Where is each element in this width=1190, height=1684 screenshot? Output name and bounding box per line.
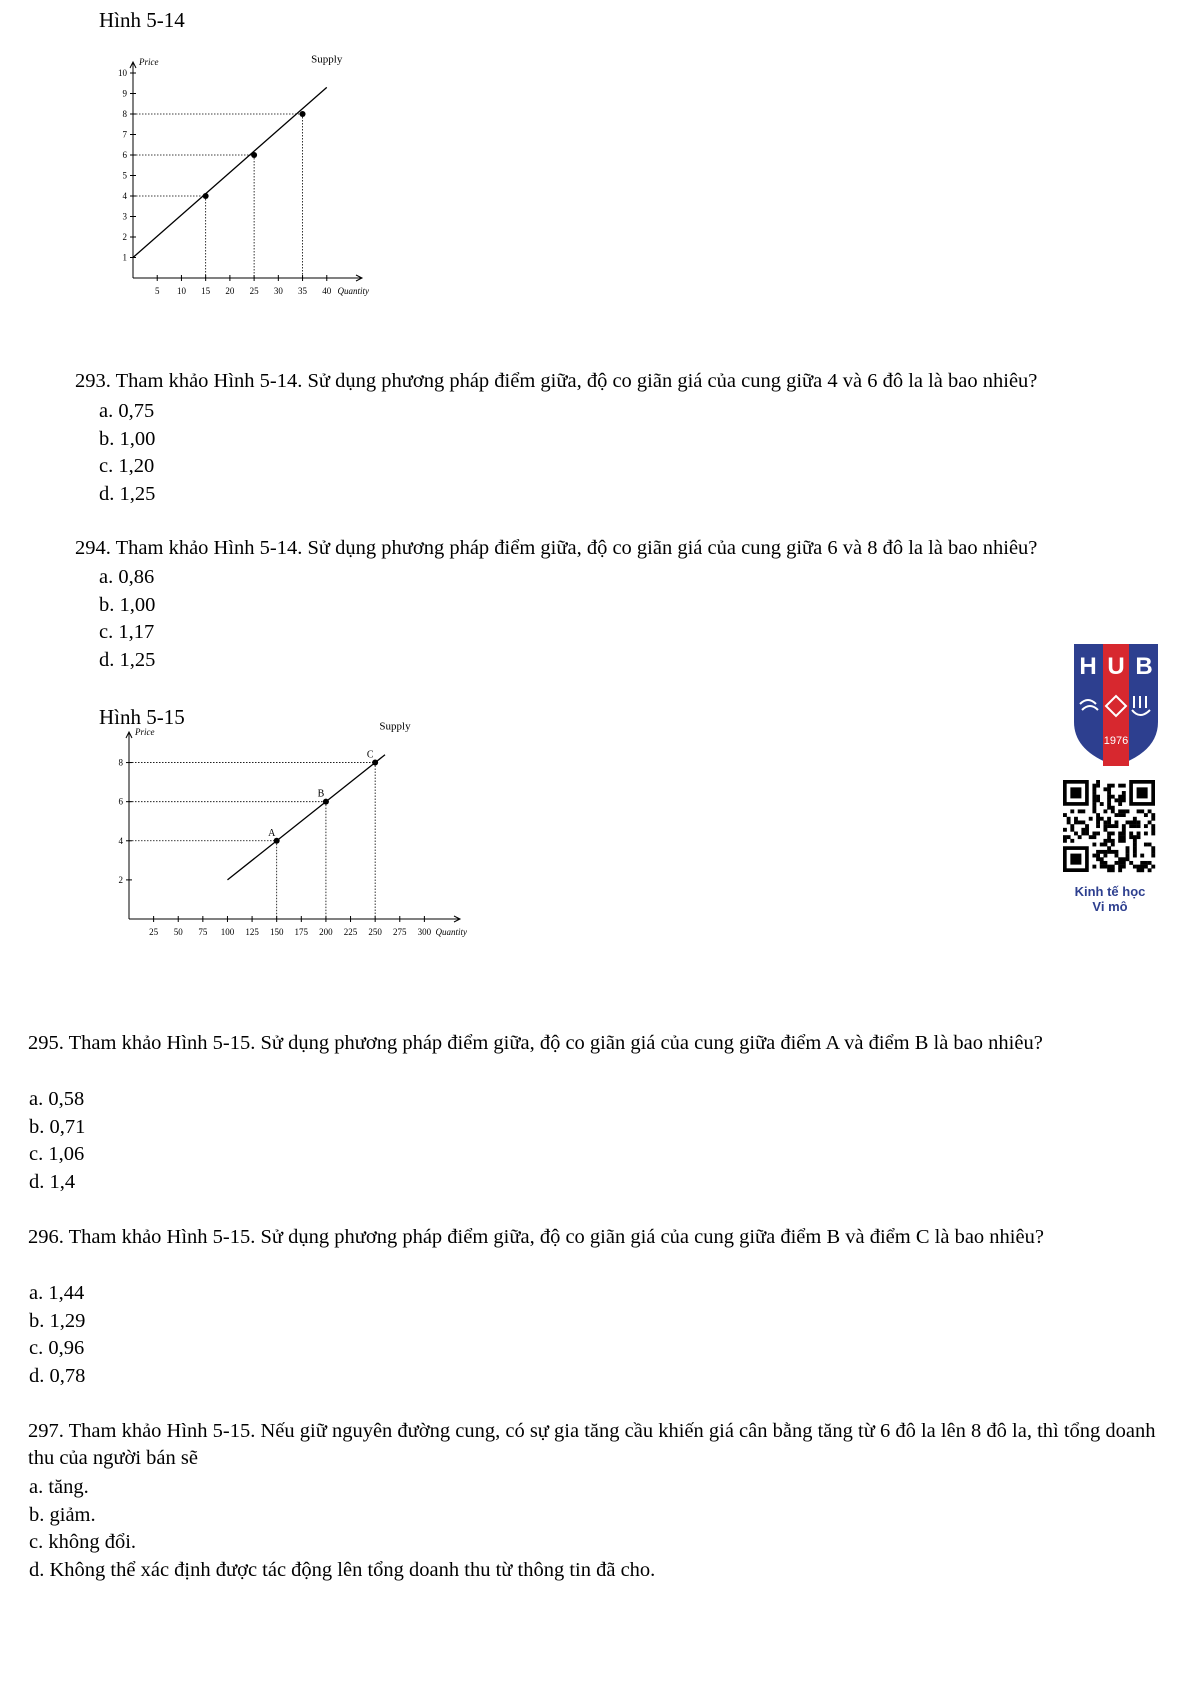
qr-module [1140,809,1144,813]
options-295 [29,1086,85,1196]
options-297 [29,1474,655,1584]
qr-module [1107,820,1111,824]
qr-module [1111,809,1115,813]
qr-module [1107,835,1111,839]
qr-module [1151,817,1155,821]
y-tick-label: 5 [122,170,127,181]
qr-module [1115,850,1119,854]
qr-module [1107,850,1111,854]
question-297: 297. Tham khảo Hình 5-15. Nếu giữ nguyên đường cung, có sự gia tăng cầu khiến giá cân bằng tăng từ 6 đô la lên 8 đô la, thì tổng doanh thu của người bán sẽ [28,1420,1156,1469]
y-tick-label: 8 [122,109,127,119]
qr-module [1122,839,1126,843]
logo-letter-b: B [1135,653,1153,680]
qr-module [1140,868,1144,872]
qr-module [1144,861,1148,865]
qr-module [1089,835,1093,839]
qr-module [1092,798,1096,802]
qr-module [1122,809,1126,813]
qr-module [1096,795,1100,799]
qr-module [1111,832,1115,836]
figure-title-5-15: Hình 5-15 [99,705,185,729]
qr-module [1115,861,1119,865]
x-axis-label: Quantity [435,927,467,937]
qr-module [1118,839,1122,843]
qr-module [1148,820,1152,824]
qr-module [1092,802,1096,806]
option-293-c[interactable]: c. 1,20 [99,455,155,477]
qr-module [1081,832,1085,836]
qr-module [1144,832,1148,836]
qr-module [1144,843,1148,847]
qr-module [1111,824,1115,828]
qr-module [1122,795,1126,799]
qr-module [1070,828,1074,832]
qr-module [1103,828,1107,832]
qr-module [1107,795,1111,799]
hub-caption [1050,884,1170,914]
point-label-a: A [268,827,276,839]
qr-module [1081,809,1085,813]
y-tick-label: 4 [122,191,127,201]
options-293 [99,398,155,508]
qr-module [1096,824,1100,828]
qr-module [1122,813,1126,817]
qr-module [1133,824,1137,828]
supply-label: Supply [311,53,343,66]
qr-module [1118,809,1122,813]
qr-module [1140,854,1144,858]
question-294: 294. Tham khảo Hình 5-14. Sử dụng phương pháp điểm giữa, độ co giãn giá của cung giữa 6 và 8 đô la là bao nhiêu? [75,537,1038,559]
x-tick-label: 40 [322,286,332,296]
qr-module [1137,824,1141,828]
logo-year: 1976 [1103,735,1129,747]
qr-module [1118,784,1122,788]
qr-module [1126,820,1130,824]
logo-letter-h: H [1079,653,1097,680]
qr-module [1137,820,1141,824]
qr-module [1118,861,1122,865]
y-tick-label: 2 [118,874,123,885]
logo-letter-u: U [1107,653,1125,680]
qr-module [1096,857,1100,861]
qr-module [1092,854,1096,858]
qr-module [1100,817,1104,821]
x-tick-label: 250 [368,927,382,937]
qr-module [1070,809,1074,813]
qr-module [1151,832,1155,836]
qr-module [1111,850,1115,854]
qr-module [1122,784,1126,788]
qr-finder-inner [1137,787,1148,798]
x-tick-label: 300 [417,927,432,937]
x-tick-label: 25 [149,927,159,937]
qr-module [1100,865,1104,869]
qr-module [1144,824,1148,828]
qr-module [1140,865,1144,869]
qr-module [1074,832,1078,836]
qr-module [1103,854,1107,858]
point-label-c: C [366,749,374,761]
hub-logo [1068,640,1164,775]
qr-module [1137,868,1141,872]
option-296-b[interactable]: b. 1,29 [29,1309,86,1332]
qr-module [1092,787,1096,791]
caption-line-2: Vi mô [1092,899,1128,914]
options-296 [29,1280,85,1390]
qr-module [1081,828,1085,832]
qr-module [1089,817,1093,821]
qr-module [1148,861,1152,865]
option-295-a[interactable]: a. 0,58 [29,1088,85,1110]
option-296-c[interactable]: c. 0,96 [29,1337,85,1359]
qr-module [1092,809,1096,813]
qr-module [1100,850,1104,854]
qr-module [1107,839,1111,843]
y-tick-label: 6 [118,796,123,807]
qr-module [1096,854,1100,858]
qr-module [1085,824,1089,828]
options-294 [99,564,155,674]
option-293-b[interactable]: b. 1,00 [99,427,156,450]
qr-module [1107,798,1111,802]
data-point [251,152,257,158]
qr-module [1063,813,1067,817]
qr-module [1151,813,1155,817]
qr-module [1096,780,1100,784]
qr-module [1129,835,1133,839]
option-294-b[interactable]: b. 1,00 [99,593,156,616]
y-tick-label: 6 [122,150,127,160]
qr-module [1103,839,1107,843]
qr-module [1118,868,1122,872]
qr-module [1092,791,1096,795]
qr-module [1096,850,1100,854]
option-296-a[interactable]: a. 1,44 [29,1282,85,1304]
qr-module [1067,820,1071,824]
qr-module [1100,843,1104,847]
qr-module [1107,865,1111,869]
qr-module [1074,817,1078,821]
option-297-c[interactable]: c. không đổi. [29,1531,137,1553]
qr-code-icon [1063,780,1155,872]
y-tick-label: 2 [122,232,127,242]
qr-module [1092,835,1096,839]
qr-module [1148,868,1152,872]
x-tick-label: 125 [245,927,259,937]
qr-module [1111,843,1115,847]
qr-module [1107,832,1111,836]
supply-label: Supply [379,720,411,733]
qr-module [1126,854,1130,858]
qr-module [1107,817,1111,821]
qr-module [1115,854,1119,858]
qr-module [1133,843,1137,847]
question-295: 295. Tham khảo Hình 5-15. Sử dụng phương pháp điểm giữa, độ co giãn giá của cung giữa điểm A và điểm B là bao nhiêu? [28,1032,1043,1054]
qr-module [1111,795,1115,799]
qr-module [1151,846,1155,850]
qr-module [1100,802,1104,806]
x-axis-label: Quantity [337,286,369,296]
y-tick-label: 9 [122,88,127,99]
qr-module [1070,839,1074,843]
caption-line-1: Kinh tế học [1074,884,1146,899]
x-tick-label: 100 [220,927,235,937]
y-tick-label: 3 [122,211,127,222]
qr-finder-inner [1070,787,1081,798]
x-tick-label: 15 [201,286,211,296]
qr-module [1103,843,1107,847]
qr-module [1063,828,1067,832]
qr-module [1133,846,1137,850]
x-tick-label: 75 [198,927,208,937]
qr-module [1107,846,1111,850]
qr-module [1092,865,1096,869]
y-tick-label: 4 [118,835,123,846]
qr-module [1122,865,1126,869]
qr-module [1129,824,1133,828]
data-point [300,111,306,117]
y-tick-label: 8 [118,757,123,768]
qr-module [1063,839,1067,843]
qr-module [1126,857,1130,861]
qr-module [1118,832,1122,836]
qr-module [1092,806,1096,810]
qr-module [1096,817,1100,821]
point-label-b: B [317,788,325,800]
question-296: 296. Tham khảo Hình 5-15. Sử dụng phương pháp điểm giữa, độ co giãn giá của cung giữa điểm B và điểm C là bao nhiêu? [28,1226,1044,1248]
hub-shield-icon [1068,640,1164,770]
supply-line [133,87,327,257]
qr-module [1103,787,1107,791]
x-tick-label: 275 [393,927,407,937]
qr-module [1133,854,1137,858]
qr-module [1103,824,1107,828]
qr-module [1115,813,1119,817]
qr-module [1067,835,1071,839]
qr-module [1107,806,1111,810]
qr-module [1133,839,1137,843]
qr-module [1111,839,1115,843]
qr-module [1081,820,1085,824]
qr-module [1100,861,1104,865]
qr-module [1129,820,1133,824]
option-295-d[interactable]: d. 1,4 [29,1170,76,1193]
qr-module [1070,824,1074,828]
qr-module [1092,784,1096,788]
qr-module [1107,802,1111,806]
qr-module [1111,806,1115,810]
qr-finder-inner [1070,854,1081,865]
x-tick-label: 25 [249,286,259,296]
qr-module [1133,817,1137,821]
x-tick-label: 175 [294,927,309,937]
qr-module [1137,865,1141,869]
qr-module [1137,835,1141,839]
qr-module [1118,857,1122,861]
option-297-a[interactable]: a. tăng. [29,1476,89,1498]
qr-module [1118,795,1122,799]
qr-module [1096,832,1100,836]
qr-module [1151,828,1155,832]
qr-module [1103,809,1107,813]
qr-module [1144,865,1148,869]
qr-module [1096,798,1100,802]
qr-module [1096,820,1100,824]
option-295-c[interactable]: c. 1,06 [29,1143,85,1165]
qr-module [1118,865,1122,869]
qr-module [1126,850,1130,854]
qr-module [1151,854,1155,858]
x-tick-label: 150 [269,927,284,937]
y-tick-label: 7 [122,129,127,140]
x-tick-label: 225 [343,927,358,937]
qr-module [1096,784,1100,788]
figure-title-5-14: Hình 5-14 [99,8,185,32]
qr-module [1078,809,1082,813]
qr-module [1118,813,1122,817]
qr-module [1100,857,1104,861]
qr-module [1107,787,1111,791]
option-296-d[interactable]: d. 0,78 [29,1364,86,1387]
qr-module [1122,835,1126,839]
supply-chart-5-15 [115,720,515,1018]
qr-module [1103,850,1107,854]
qr-module [1115,820,1119,824]
supply-chart-5-14 [100,53,400,326]
qr-module [1133,835,1137,839]
qr-module [1133,865,1137,869]
x-tick-label: 35 [298,286,308,296]
qr-module [1118,835,1122,839]
qr-module [1151,824,1155,828]
x-tick-label: 30 [273,286,283,296]
y-tick-label: 1 [122,252,127,263]
qr-module [1111,865,1115,869]
qr-module [1151,850,1155,854]
qr-module [1085,832,1089,836]
qr-module [1140,861,1144,865]
qr-module [1122,832,1126,836]
qr-module [1122,857,1126,861]
qr-module [1137,809,1141,813]
qr-module [1129,832,1133,836]
qr-module [1148,843,1152,847]
supply-line [227,755,385,880]
qr-module [1144,813,1148,817]
qr-module [1129,861,1133,865]
qr-module [1103,820,1107,824]
y-axis-label: Price [135,727,155,737]
qr-module [1133,850,1137,854]
qr-module [1107,791,1111,795]
qr-module [1118,802,1122,806]
qr-module [1111,784,1115,788]
qr-module [1107,824,1111,828]
qr-module [1115,824,1119,828]
qr-module [1067,817,1071,821]
qr-module [1107,868,1111,872]
option-297-b[interactable]: b. giảm. [29,1503,96,1526]
x-tick-label: 10 [176,286,186,296]
qr-module [1137,832,1141,836]
x-tick-label: 200 [319,927,333,937]
qr-module [1115,798,1119,802]
qr-module [1122,791,1126,795]
option-295-b[interactable]: b. 0,71 [29,1115,86,1138]
qr-module [1148,809,1152,813]
qr-module [1078,820,1082,824]
qr-module [1111,868,1115,872]
option-294-c[interactable]: c. 1,17 [99,621,155,643]
option-297-d[interactable]: d. Không thể xác định được tác động lên tổng doanh thu từ thông tin đã cho. [29,1558,656,1581]
qr-module [1122,828,1126,832]
y-tick-label: 10 [118,68,127,78]
qr-module [1107,784,1111,788]
option-293-a[interactable]: a. 0,75 [99,400,155,422]
qr-module [1118,798,1122,802]
qr-module [1092,832,1096,836]
x-tick-label: 5 [154,286,160,296]
option-294-d[interactable]: d. 1,25 [99,648,156,671]
qr-module [1063,835,1067,839]
qr-module [1151,865,1155,869]
option-293-d[interactable]: d. 1,25 [99,482,156,505]
qr-module [1074,820,1078,824]
qr-module [1103,865,1107,869]
qr-module [1085,828,1089,832]
qr-module [1122,824,1126,828]
data-point [203,193,209,199]
qr-module [1103,861,1107,865]
qr-module [1092,795,1096,799]
qr-module [1122,798,1126,802]
option-294-a[interactable]: a. 0,86 [99,566,155,588]
qr-module [1096,813,1100,817]
x-tick-label: 50 [173,927,183,937]
x-tick-label: 20 [225,286,235,296]
qr-module [1126,846,1130,850]
y-axis-label: Price [139,57,159,67]
qr-module [1078,835,1082,839]
qr-module [1122,861,1126,865]
question-293: 293. Tham khảo Hình 5-14. Sử dụng phương pháp điểm giữa, độ co giãn giá của cung giữa 4 và 6 đô la là bao nhiêu? [75,370,1038,392]
qr-module [1133,820,1137,824]
qr-module [1126,809,1130,813]
qr-module [1092,843,1096,847]
